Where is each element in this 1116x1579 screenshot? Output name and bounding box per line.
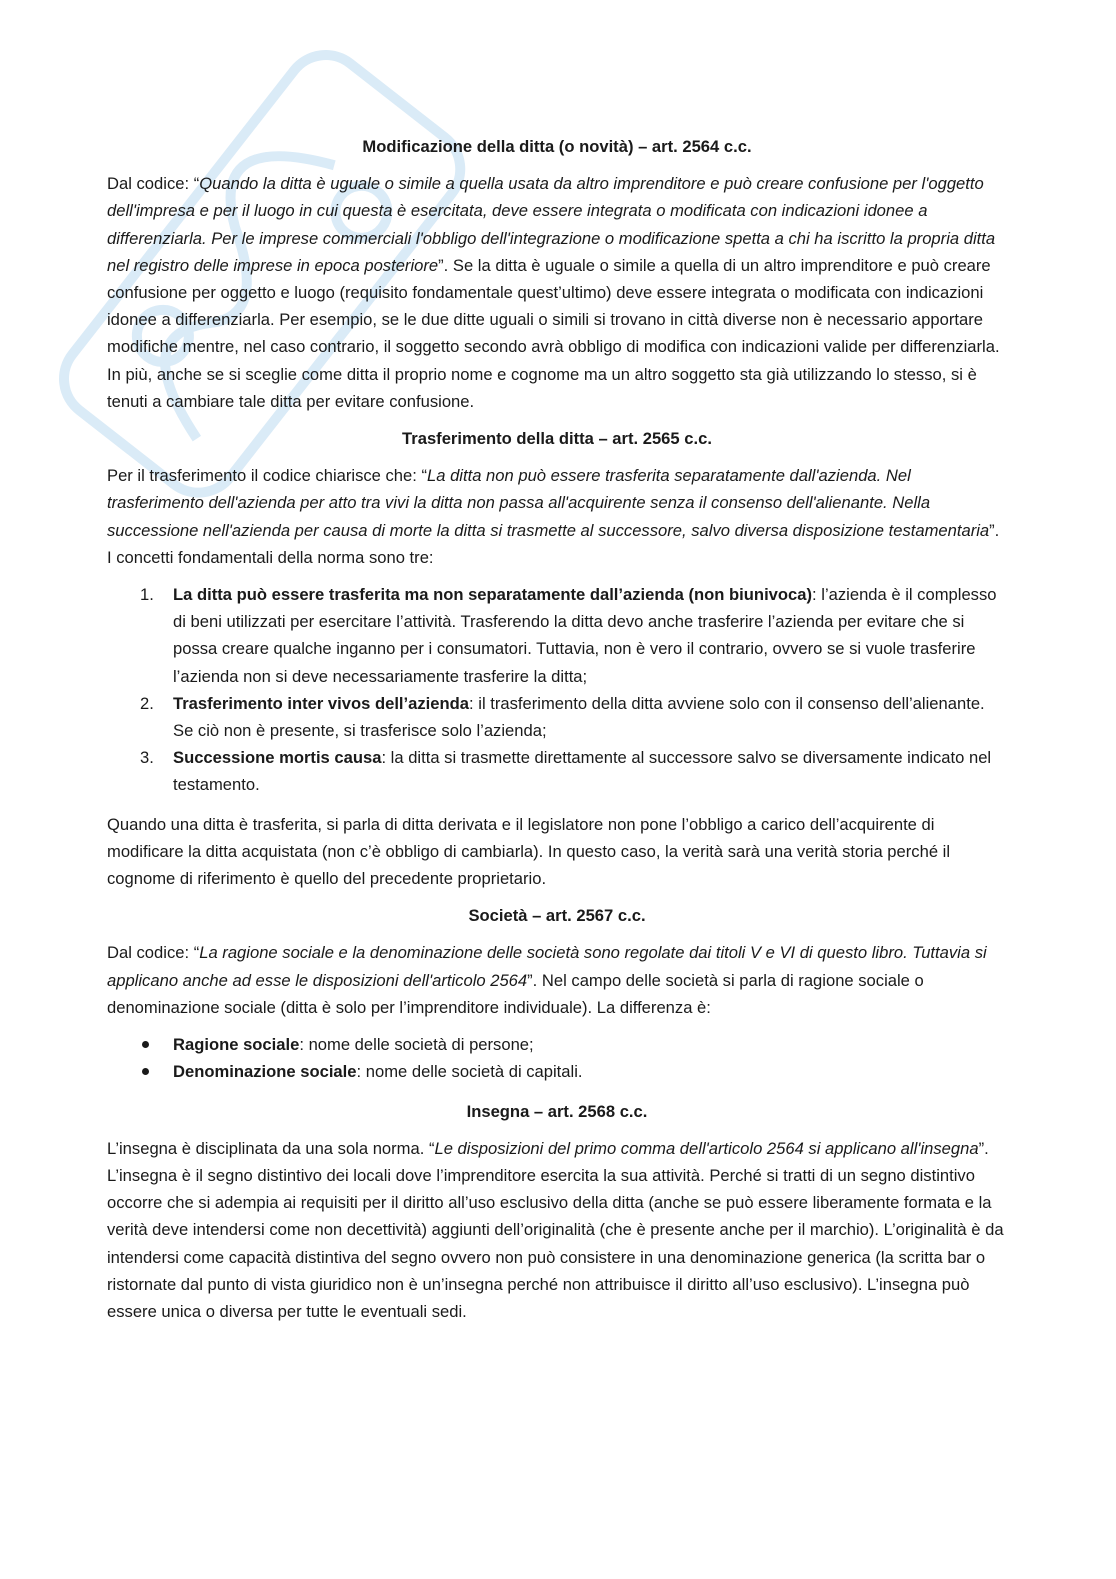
paragraph-trasferimento: Per il trasferimento il codice chiarisce che: “La ditta non può essere trasferita separatamente dall'azienda. Nel trasferimento dell'azienda per atto tra vivi la ditta non passa all'acquirente senza il consenso dell'alienante. Nella successione nell'azienda per causa di morte la ditta si trasmette al successore, salvo diversa disposizione testamentaria”. I concetti fondamentali della norma sono tre: (107, 466, 1000, 567)
list-item: 2. Trasferimento inter vivos dell’azienda: il trasferimento della ditta avviene solo con il consenso dell’alienante. Se ciò non è presente, si trasferisce solo l’azienda; (140, 693, 985, 741)
document-body (107, 133, 1007, 1335)
list-item: 3. Successione mortis causa: la ditta si trasmette direttamente al successore salvo se diversamente indicato nel testamento. (140, 748, 992, 795)
paragraph-ditta-derivata: Quando una ditta è trasferita, si parla di ditta derivata e il legislatore non pone l’obbligo a carico dell’acquirente di modificare la ditta acquistata (non c’è obbligo di cambiarla). In questo caso, la verità sarà una verità storia perché il cognome di riferimento è quello del precedente proprietario. (107, 814, 951, 889)
quote-art-2567: La ragione sociale e la denominazione delle società sono regolate dai titoli V e VI di questo libro. Tuttavia si applicano anche ad esse le disposizioni dell'articolo 2564 (107, 943, 987, 990)
list-item: Ragione sociale: nome delle società di persone; (107, 1031, 1007, 1058)
paragraph-modificazione: Dal codice: “Quando la ditta è uguale o simile a quella usata da altro imprenditore e può creare confusione per l'oggetto dell'impresa e per il luogo in cui questa è esercitata, deve essere integrata o modificata con indicazioni idonee a differenziarla. Per le imprese commerciali l'obbligo dell'integrazione o modificazione spetta a chi ha iscritto la propria ditta nel registro delle imprese in epoca posteriore”. Se la ditta è uguale o simile a quella di un altro imprenditore e può creare confusione per oggetto e luogo (requisito fondamentale quest’ultimo) deve essere integrata o modificata con indicazioni idonee a differenziarla. Per esempio, se le due ditte uguali o simili si trovano in città diverse non è necessario apportare modifiche mentre, nel caso contrario, il soggetto secondo avrà obbligo di modifica con indicazioni valide per differenziarla. In più, anche se si sceglie come ditta il proprio nome e cognome ma un altro soggetto sta già utilizzando lo stesso, si è tenuti a cambiare tale ditta per evitare confusione. (107, 174, 1000, 411)
quote-art-2565: La ditta non può essere trasferita separatamente dall'azienda. Nel trasferimento dell'azienda per atto tra vivi la ditta non passa all'acquirente senza il consenso dell'alienante. Nella successione nell'azienda per causa di morte la ditta si trasmette al successore, salvo diversa disposizione testamentaria (107, 466, 990, 540)
bullet-list-societa (107, 1031, 1007, 1085)
list-item: Denominazione sociale: nome delle società di capitali. (107, 1058, 1007, 1085)
heading-societa: Società – art. 2567 c.c. (468, 906, 646, 926)
heading-modificazione-ditta: Modificazione della ditta (o novità) – art. 2564 c.c. (362, 137, 752, 156)
numbered-list-concetti (107, 581, 1007, 799)
heading-insegna: Insegna – art. 2568 c.c. (466, 1101, 648, 1121)
quote-art-2568: Le disposizioni del primo comma dell'articolo 2564 si applicano all'insegna (434, 1138, 979, 1158)
paragraph-societa: Dal codice: “La ragione sociale e la denominazione delle società sono regolate dai titoli V e VI di questo libro. Tuttavia si applicano anche ad esse le disposizioni dell'articolo 2564”. Nel campo delle società si parla di ragione sociale o denominazione sociale (ditta è solo per l’imprenditore individuale). La differenza è: (107, 943, 987, 1017)
bullet-icon (142, 1041, 149, 1048)
paragraph-insegna: L’insegna è disciplinata da una sola norma. “Le disposizioni del primo comma dell'articolo 2564 si applicano all'insegna”. L’insegna è il segno distintivo dei locali dove l’imprenditore esercita la sua attività. Perché si tratti di un segno distintivo occorre che si adempia ai requisiti per il diritto all’uso esclusivo della ditta (anche se può essere liberamente formata e la verità deve intendersi come non decettività) aggiunti dell’originalità (che è presente anche per il marchio). L’originalità è da intendersi come capacità distintiva del segno ovvero non può consistere in una denominazione generica (la scritta bar o ristornate dal punto di vista giuridico non è un’insegna perché non attribuisce il diritto all’uso esclusivo). L’insegna può essere unica o diversa per tutte le eventuali sedi. (107, 1138, 1004, 1321)
bullet-icon (142, 1068, 149, 1075)
list-item: 1. La ditta può essere trasferita ma non separatamente dall’azienda (non biunivoca): l’azienda è il complesso di beni utilizzati per esercitare l’attività. Trasferendo la ditta devo anche trasferire l’azienda per evitare che si possa creare qualche inganno per i consumatori. Tuttavia, non è vero il contrario, ovvero se si vuole trasferire l’azienda non si deve necessariamente trasferire la ditta; (140, 585, 997, 686)
heading-trasferimento-ditta: Trasferimento della ditta – art. 2565 c.c. (402, 429, 712, 449)
quote-art-2564: Quando la ditta è uguale o simile a quella usata da altro imprenditore e può creare confusione per l'oggetto dell'impresa e per il luogo in cui questa è esercitata, deve essere integrata o modificata con indicazioni idonee a differenziarla. Per le imprese commerciali l'obbligo dell'integrazione o modificazione spetta a chi ha iscritto la propria ditta nel registro delle imprese in epoca posteriore (107, 174, 996, 275)
